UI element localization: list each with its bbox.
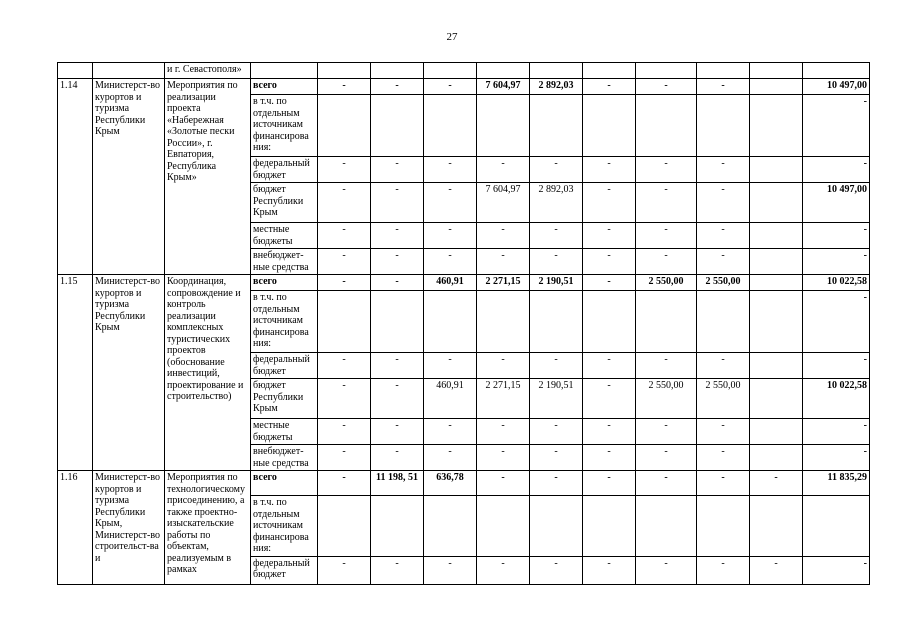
cell-empty <box>371 63 424 79</box>
value-cell: - <box>477 419 530 445</box>
value-cell: - <box>530 157 583 183</box>
value-cell: 11 198, 51 <box>371 471 424 496</box>
value-cell: 7 604,97 <box>477 79 530 95</box>
value-cell: - <box>583 419 636 445</box>
value-cell: - <box>697 79 750 95</box>
value-cell: - <box>477 353 530 379</box>
total-cell: - <box>803 157 870 183</box>
executor-cell: Министерст-во курортов и туризма Республики Крым <box>93 79 165 275</box>
value-cell: - <box>583 79 636 95</box>
total-cell: 10 022,58 <box>803 275 870 291</box>
value-cell: 2 892,03 <box>530 79 583 95</box>
value-cell: - <box>318 249 371 275</box>
value-cell: - <box>371 556 424 584</box>
table-row <box>58 79 870 95</box>
value-cell: - <box>371 249 424 275</box>
value-cell <box>424 95 477 157</box>
value-cell: - <box>371 353 424 379</box>
value-cell <box>636 496 697 557</box>
value-cell: - <box>318 471 371 496</box>
value-cell: - <box>371 275 424 291</box>
value-cell: - <box>697 419 750 445</box>
value-cell: - <box>750 471 803 496</box>
value-cell <box>477 291 530 353</box>
total-cell: - <box>803 249 870 275</box>
value-cell: - <box>697 157 750 183</box>
value-cell: - <box>697 183 750 223</box>
total-cell <box>803 496 870 557</box>
value-cell: 2 892,03 <box>530 183 583 223</box>
value-cell: - <box>477 556 530 584</box>
value-cell: - <box>318 445 371 471</box>
source-label: бюджет Республики Крым <box>251 183 318 223</box>
value-cell: - <box>636 419 697 445</box>
value-cell: - <box>583 445 636 471</box>
value-cell <box>750 419 803 445</box>
value-cell: - <box>636 223 697 249</box>
value-cell: - <box>583 223 636 249</box>
source-label: внебюджет-ные средства <box>251 445 318 471</box>
value-cell: - <box>750 556 803 584</box>
value-cell <box>750 353 803 379</box>
value-cell: - <box>371 183 424 223</box>
value-cell: - <box>583 249 636 275</box>
executor-cell: Министерст-во курортов и туризма Республики Крым, Министерст-во строительст-ва и <box>93 471 165 585</box>
table-row <box>58 275 870 291</box>
value-cell: - <box>371 223 424 249</box>
value-cell: - <box>477 223 530 249</box>
value-cell <box>750 249 803 275</box>
value-cell: - <box>424 79 477 95</box>
value-cell: - <box>530 471 583 496</box>
value-cell <box>318 496 371 557</box>
value-cell: - <box>697 353 750 379</box>
source-label: всего <box>251 471 318 496</box>
value-cell: - <box>371 445 424 471</box>
value-cell <box>750 496 803 557</box>
value-cell <box>750 291 803 353</box>
value-cell: - <box>318 275 371 291</box>
cell-empty <box>58 63 93 79</box>
value-cell: - <box>697 471 750 496</box>
total-cell: - <box>803 95 870 157</box>
source-label: федеральный бюджет <box>251 556 318 584</box>
value-cell <box>636 291 697 353</box>
value-cell <box>636 95 697 157</box>
value-cell: - <box>583 183 636 223</box>
value-cell: - <box>371 157 424 183</box>
value-cell: - <box>424 353 477 379</box>
activity-cell: Координация, сопровождение и контроль реализации комплексных туристических проектов (обоснование инвестиций, проектирование и строительство) <box>165 275 251 471</box>
page-number: 27 <box>446 31 458 43</box>
value-cell <box>750 183 803 223</box>
total-cell: - <box>803 291 870 353</box>
value-cell: - <box>697 556 750 584</box>
value-cell <box>371 496 424 557</box>
value-cell <box>750 379 803 419</box>
value-cell <box>318 95 371 157</box>
value-cell: 636,78 <box>424 471 477 496</box>
cell-empty <box>93 63 165 79</box>
item-number: 1.14 <box>58 79 93 275</box>
cell-empty <box>318 63 371 79</box>
total-cell: - <box>803 419 870 445</box>
value-cell: - <box>318 353 371 379</box>
value-cell: 460,91 <box>424 379 477 419</box>
item-number: 1.15 <box>58 275 93 471</box>
value-cell: - <box>318 157 371 183</box>
value-cell: 2 550,00 <box>697 275 750 291</box>
value-cell: - <box>424 183 477 223</box>
value-cell: - <box>636 79 697 95</box>
value-cell: - <box>636 249 697 275</box>
source-label: бюджет Республики Крым <box>251 379 318 419</box>
value-cell: - <box>424 157 477 183</box>
value-cell: - <box>424 419 477 445</box>
cell-empty <box>530 63 583 79</box>
cell-empty <box>583 63 636 79</box>
value-cell <box>424 496 477 557</box>
value-cell <box>750 445 803 471</box>
value-cell <box>477 496 530 557</box>
cell-empty <box>424 63 477 79</box>
value-cell <box>750 157 803 183</box>
continuation-row <box>58 63 870 79</box>
value-cell: - <box>371 379 424 419</box>
value-cell: - <box>424 556 477 584</box>
value-cell: - <box>530 419 583 445</box>
value-cell <box>530 496 583 557</box>
value-cell: - <box>530 556 583 584</box>
source-label: внебюджет-ные средства <box>251 249 318 275</box>
cell-empty <box>803 63 870 79</box>
source-label: в т.ч. по отдельным источникам финансирова ния: <box>251 496 318 557</box>
cell-empty <box>477 63 530 79</box>
value-cell: - <box>583 157 636 183</box>
value-cell: 2 550,00 <box>636 379 697 419</box>
value-cell: 2 190,51 <box>530 275 583 291</box>
cell-empty <box>697 63 750 79</box>
source-label: местные бюджеты <box>251 419 318 445</box>
value-cell: - <box>583 556 636 584</box>
activity-cell: Мероприятия по реализации проекта «Набережная «Золотые пески России», г. Евпатория, Республика Крым» <box>165 79 251 275</box>
value-cell: - <box>318 379 371 419</box>
value-cell: - <box>477 249 530 275</box>
item-number: 1.16 <box>58 471 93 585</box>
cell-empty <box>750 63 803 79</box>
value-cell <box>750 223 803 249</box>
cell-empty <box>636 63 697 79</box>
value-cell: - <box>477 157 530 183</box>
value-cell: - <box>318 183 371 223</box>
value-cell: 2 271,15 <box>477 275 530 291</box>
value-cell: - <box>530 223 583 249</box>
value-cell: - <box>424 445 477 471</box>
total-cell: 10 497,00 <box>803 79 870 95</box>
financing-table <box>57 62 870 585</box>
value-cell: - <box>424 223 477 249</box>
value-cell: - <box>697 249 750 275</box>
value-cell <box>424 291 477 353</box>
activity-cell: Мероприятия по технологическому присоединению, а также проектно-изыскательские работы по объектам, реализуемым в рамках <box>165 471 251 585</box>
value-cell: - <box>636 471 697 496</box>
value-cell: - <box>424 249 477 275</box>
value-cell: - <box>583 353 636 379</box>
value-cell <box>318 291 371 353</box>
total-cell: - <box>803 556 870 584</box>
value-cell: - <box>318 419 371 445</box>
value-cell <box>583 291 636 353</box>
total-cell: - <box>803 223 870 249</box>
source-label: всего <box>251 79 318 95</box>
continuation-text: и г. Севастополя» <box>165 63 251 79</box>
table-row <box>58 471 870 496</box>
value-cell: - <box>318 223 371 249</box>
source-label: федеральный бюджет <box>251 157 318 183</box>
value-cell: - <box>636 556 697 584</box>
value-cell <box>750 95 803 157</box>
value-cell <box>371 291 424 353</box>
value-cell <box>583 496 636 557</box>
value-cell <box>530 95 583 157</box>
value-cell: - <box>583 379 636 419</box>
value-cell: - <box>636 183 697 223</box>
source-label: в т.ч. по отдельным источникам финансирова ния: <box>251 95 318 157</box>
value-cell: 2 550,00 <box>697 379 750 419</box>
value-cell: - <box>583 275 636 291</box>
value-cell: - <box>636 353 697 379</box>
total-cell: - <box>803 445 870 471</box>
value-cell <box>477 95 530 157</box>
value-cell: - <box>697 445 750 471</box>
value-cell <box>530 291 583 353</box>
value-cell: - <box>530 249 583 275</box>
source-label: федеральный бюджет <box>251 353 318 379</box>
value-cell: - <box>636 157 697 183</box>
value-cell: - <box>318 556 371 584</box>
value-cell <box>750 79 803 95</box>
value-cell: - <box>697 223 750 249</box>
value-cell: - <box>583 471 636 496</box>
value-cell <box>583 95 636 157</box>
value-cell: - <box>318 79 371 95</box>
source-label: местные бюджеты <box>251 223 318 249</box>
value-cell <box>750 275 803 291</box>
value-cell: - <box>371 79 424 95</box>
value-cell: - <box>477 445 530 471</box>
source-label: всего <box>251 275 318 291</box>
value-cell <box>697 95 750 157</box>
cell-empty <box>251 63 318 79</box>
total-cell: 11 835,29 <box>803 471 870 496</box>
executor-cell: Министерст-во курортов и туризма Республики Крым <box>93 275 165 471</box>
value-cell: - <box>530 445 583 471</box>
total-cell: 10 022,58 <box>803 379 870 419</box>
value-cell: - <box>530 353 583 379</box>
value-cell <box>697 291 750 353</box>
total-cell: 10 497,00 <box>803 183 870 223</box>
value-cell: 2 271,15 <box>477 379 530 419</box>
value-cell: - <box>477 471 530 496</box>
value-cell: - <box>371 419 424 445</box>
value-cell <box>371 95 424 157</box>
value-cell: 2 190,51 <box>530 379 583 419</box>
value-cell: 2 550,00 <box>636 275 697 291</box>
value-cell: 460,91 <box>424 275 477 291</box>
value-cell <box>697 496 750 557</box>
value-cell: - <box>636 445 697 471</box>
value-cell: 7 604,97 <box>477 183 530 223</box>
total-cell: - <box>803 353 870 379</box>
source-label: в т.ч. по отдельным источникам финансирова ния: <box>251 291 318 353</box>
